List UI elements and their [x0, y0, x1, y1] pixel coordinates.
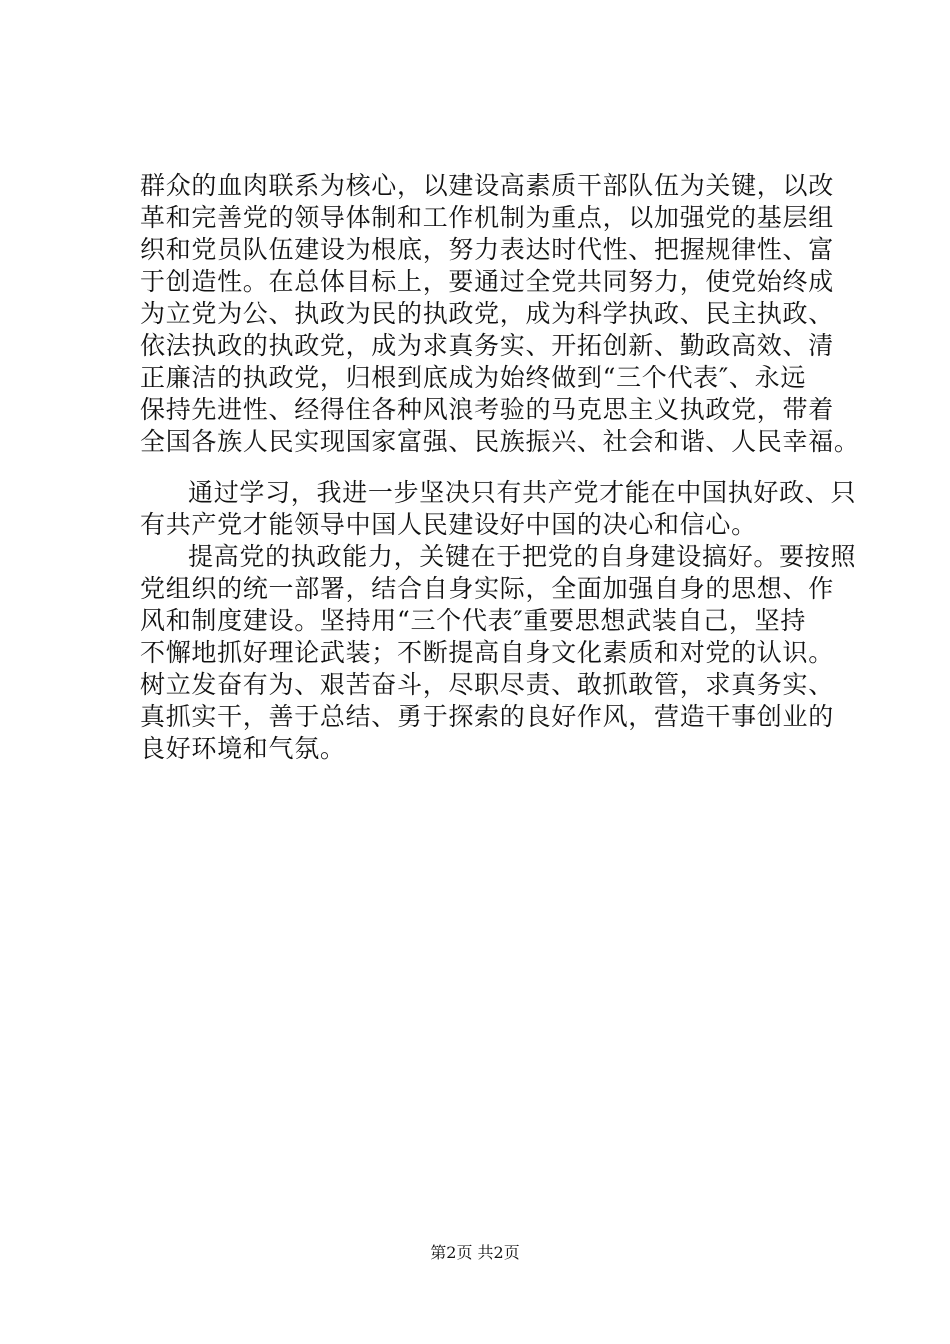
- paragraph-3-line: 良好环境和气氛。: [140, 734, 346, 763]
- paragraph-3-line: 风和制度建设。坚持用“三个代表″重要思想武装自己，坚持: [140, 606, 807, 635]
- paragraph-1-line: 于创造性。在总体目标上，要通过全党共同努力，使党始终成: [140, 267, 834, 296]
- paragraph-3: [140, 541, 857, 765]
- paragraph-1-line: 织和党员队伍建设为根底，努力表达时代性、把握规律性、富: [140, 235, 834, 264]
- paragraph-3-line: 真抓实干，善于总结、勇于探索的良好作风，营造干事创业的: [140, 702, 834, 731]
- paragraph-1-line: 全国各族人民实现国家富强、民族振兴、社会和谐、人民幸福。: [140, 427, 860, 456]
- paragraph-group: [140, 477, 857, 765]
- paragraph-1-line: 保持先进性、经得住各种风浪考验的马克思主义执政党，带着: [140, 395, 834, 424]
- paragraph-1-line: 正廉洁的执政党，归根到底成为始终做到“三个代表″、永远: [140, 363, 807, 392]
- paragraph-1: [140, 170, 860, 458]
- paragraph-1-line: 群众的血肉联系为核心，以建设高素质干部队伍为关键，以改: [140, 171, 834, 200]
- paragraph-1-line: 依法执政的执政党，成为求真务实、开拓创新、勤政高效、清: [140, 331, 834, 360]
- paragraph-2-line: 有共产党才能领导中国人民建设好中国的决心和信心。: [140, 510, 757, 539]
- paragraph-2: [140, 477, 857, 541]
- paragraph-1-line: 为立党为公、执政为民的执政党，成为科学执政、民主执政、: [140, 299, 834, 328]
- paragraph-3-line: 党组织的统一部署，结合自身实际，全面加强自身的思想、作: [140, 574, 834, 603]
- paragraph-3-line: 不懈地抓好理论武装；不断提高自身文化素质和对党的认识。: [140, 638, 834, 667]
- paragraph-3-line: 提高党的执政能力，关键在于把党的自身建设搞好。要按照: [188, 542, 857, 571]
- paragraph-2-line: 通过学习，我进一步坚决只有共产党才能在中国执好政、只: [188, 478, 857, 507]
- paragraph-1-line: 革和完善党的领导体制和工作机制为重点，以加强党的基层组: [140, 203, 834, 232]
- paragraph-3-line: 树立发奋有为、艰苦奋斗，尽职尽责、敢抓敢管，求真务实、: [140, 670, 834, 699]
- page-number-footer: 第2页 共2页: [430, 1243, 520, 1262]
